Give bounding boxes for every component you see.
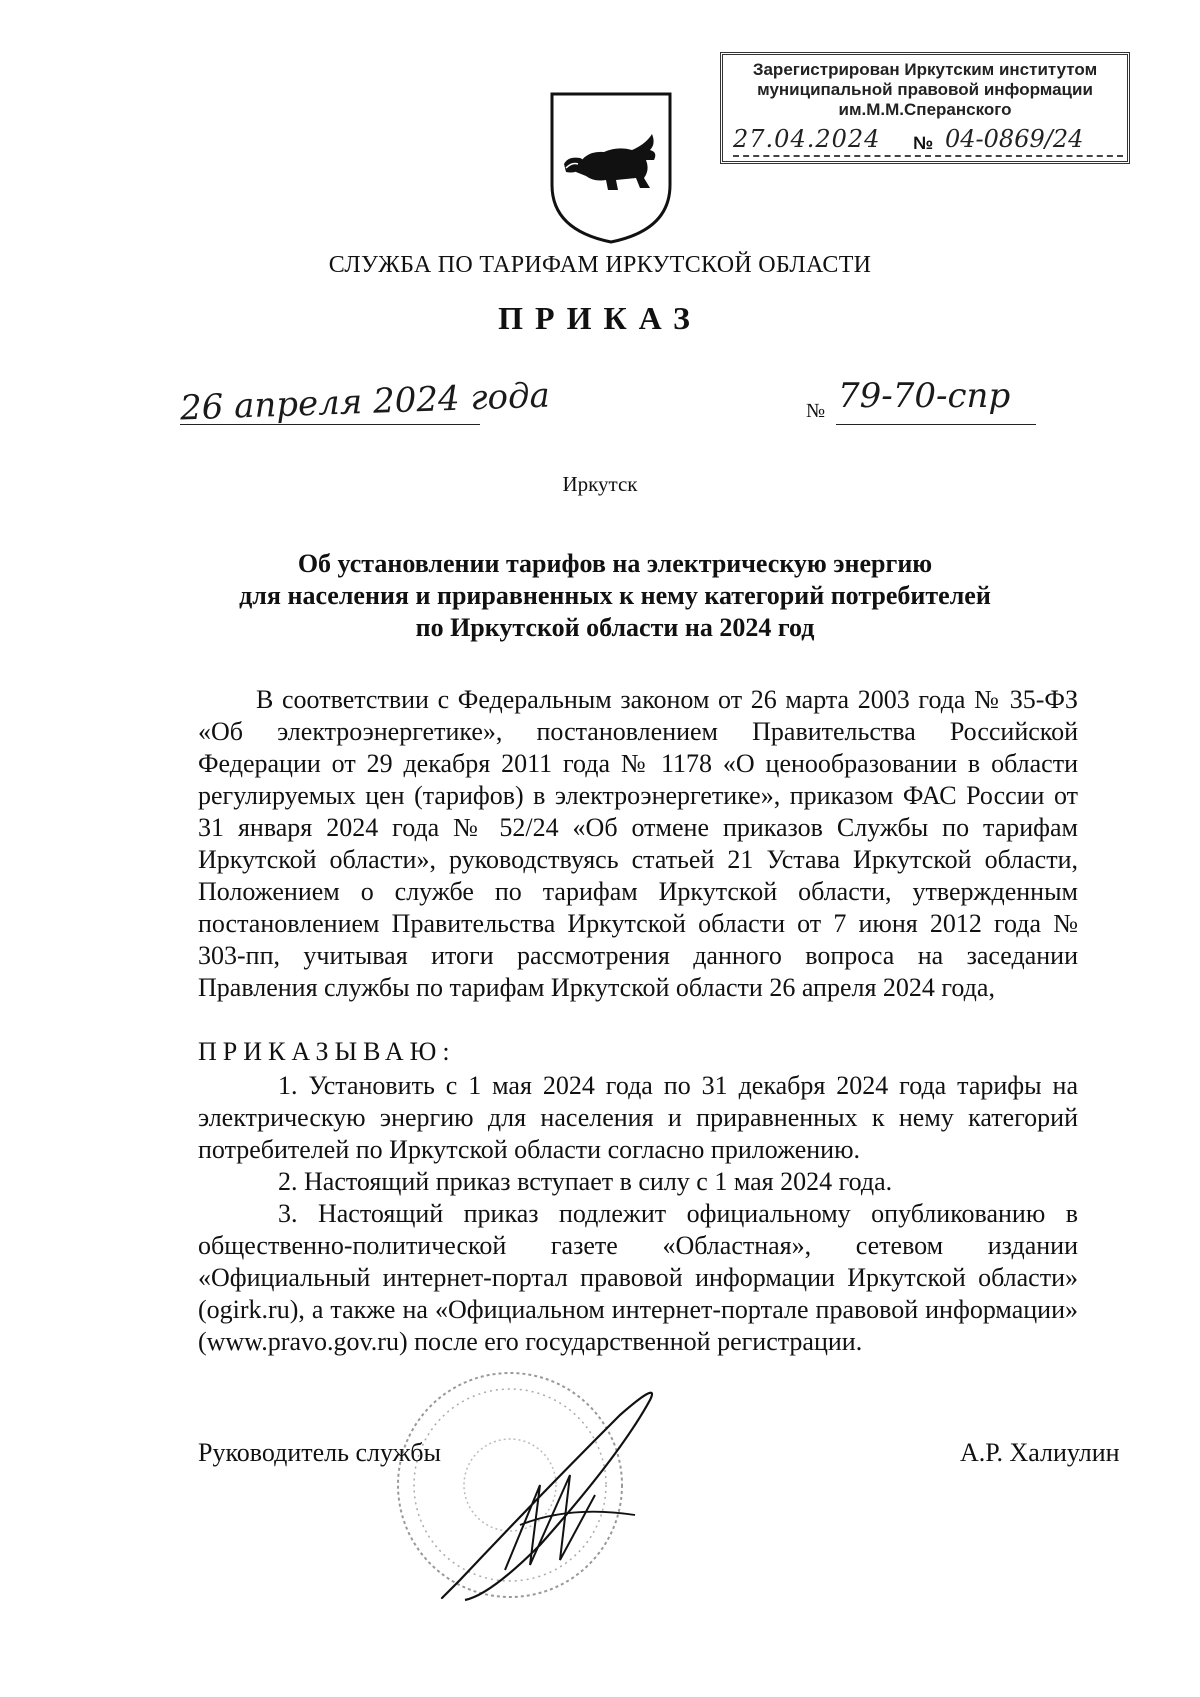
signatory-role: Руководитель службы bbox=[198, 1438, 441, 1467]
order-date-handwritten: 26 апреля 2024 года bbox=[179, 375, 551, 429]
reg-stamp-date: 27.04.2024 bbox=[733, 125, 881, 153]
agency-name: СЛУЖБА ПО ТАРИФАМ ИРКУТСКОЙ ОБЛАСТИ bbox=[328, 252, 872, 278]
reg-stamp-line1: Зарегистрирован Иркутским институтом bbox=[752, 60, 1098, 79]
order-number-underline bbox=[836, 424, 1036, 425]
order-item-3: 3. Настоящий приказ подлежит официальному опубликованию в общественно-политической газете «Областная», сетевом издании «Официальный интернет-портал правовой информации Иркутской области» (ogirk.ru), а также на «Официальном интернет-портале правовой информации» (www.pravo.gov.ru) после его государственной регистрации. bbox=[198, 1199, 1078, 1356]
document-title bbox=[180, 548, 1050, 644]
city: Иркутск bbox=[562, 472, 638, 496]
reg-stamp-row bbox=[733, 125, 1123, 157]
signatory-name: А.Р. Халиулин bbox=[960, 1438, 1120, 1467]
reg-stamp-no-label: № bbox=[913, 133, 934, 153]
coat-of-arms-icon bbox=[546, 90, 676, 245]
reg-stamp-number: 04-0869/24 bbox=[945, 125, 1084, 153]
title-line3: по Иркутской области на 2024 год bbox=[415, 613, 815, 642]
order-item-2: 2. Настоящий приказ вступает в силу с 1 мая 2024 года. bbox=[278, 1167, 893, 1196]
reg-stamp-line3: им.М.М.Сперанского bbox=[838, 100, 1012, 119]
order-word: ПРИКАЗЫВАЮ: bbox=[198, 1037, 456, 1066]
order-date-underline bbox=[180, 424, 480, 425]
title-line2: для населения и приравненных к нему категорий потребителей bbox=[239, 581, 991, 610]
title-line1: Об установлении тарифов на электрическую энергию bbox=[297, 549, 933, 578]
handwritten-signature bbox=[420, 1375, 700, 1615]
order-item-1: 1. Установить с 1 мая 2024 года по 31 декабря 2024 года тарифы на электрическую энергию для населения и приравненных к нему категорий потребителей по Иркутской области согласно приложению. bbox=[198, 1071, 1078, 1164]
reg-stamp-underline bbox=[733, 155, 1123, 157]
registration-stamp bbox=[720, 52, 1130, 164]
order-number-label: № bbox=[806, 400, 826, 422]
reg-stamp-line2: муниципальной правовой информации bbox=[757, 80, 1093, 99]
basis-paragraph: В соответствии с Федеральным законом от 26 марта 2003 года № 35-ФЗ «Об электроэнергетике», постановлением Правительства Российской Федерации от 29 декабря 2011 года № 1178 «О ценообразовании в области регулируемых цен (тарифов) в электроэнергетике», приказом ФАС России от 31 января 2024 года № 52/24 «Об отмене приказов Службы по тарифам Иркутской области», руководствуясь статьей 21 Устава Иркутской области, Положением о службе по тарифам Иркутской области, утвержденным постановлением Правительства Иркутской области от 7 июня 2012 года № 303-пп, учитывая итоги рассмотрения данного вопроса на заседании Правления службы по тарифам Иркутской области 26 апреля 2024 года, bbox=[198, 685, 1078, 1002]
document-type: ПРИКАЗ bbox=[498, 300, 702, 336]
order-number-handwritten: 79-70-спр bbox=[838, 376, 1011, 416]
